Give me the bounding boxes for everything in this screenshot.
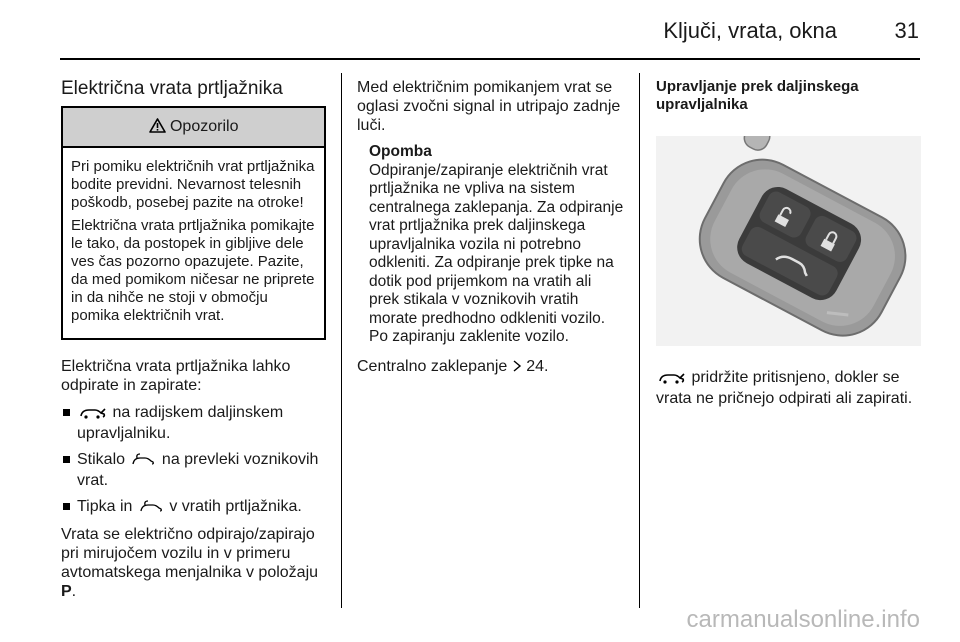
list-item-text: Tipka in bbox=[77, 498, 137, 515]
list-item bbox=[61, 497, 326, 518]
note-title: Opomba bbox=[369, 143, 432, 160]
warning-box bbox=[61, 106, 326, 340]
note-text: Odpiranje/zapiranje električnih vrat prtljažnika ne vpliva na sistem centralnega zaklepanja. Za odpiranje vrat prtljažnika prek daljinskega upravljalnika vozila ni potrebno odkleniti. Za odpiranje prek tipke na dotik pod prijemkom na vratih ali prek stikala v voznikovih vratih morate predhodno odkleniti vozilo. Po zapiranju zaklenite vozilo. bbox=[369, 161, 624, 345]
header-title: Ključi, vrata, okna bbox=[663, 18, 837, 43]
list-item bbox=[61, 450, 326, 490]
paragraph: Med električnim pomikanjem vrat se oglasi zvočni signal in utripajo zadnje luči. bbox=[357, 79, 621, 134]
instruction-text: pridržite pritisnjeno, dokler se vrata ne pričnejo odpirati ali zapirati. bbox=[656, 369, 913, 407]
tailgate-switch-icon bbox=[139, 499, 163, 518]
remote-key-illustration bbox=[656, 136, 921, 346]
column-3 bbox=[656, 78, 921, 416]
car-tailgate-icon bbox=[658, 370, 685, 389]
bullet-square-icon bbox=[63, 456, 70, 463]
warning-header bbox=[63, 108, 324, 148]
instruction-paragraph bbox=[656, 368, 921, 408]
list-item-text: v vratih prtljažnika. bbox=[164, 498, 302, 515]
warning-body bbox=[63, 148, 324, 338]
section-heading: Električna vrata prtljažnika bbox=[61, 78, 283, 99]
warning-title: Opozorilo bbox=[169, 118, 239, 135]
tailgate-switch-icon bbox=[131, 452, 155, 471]
warning-paragraph: Pri pomiku električnih vrat prtljažnika bodite previdni. Nevarnost telesnih poškodb, posebej pazite na otroke! bbox=[71, 158, 315, 211]
gear-position: P bbox=[61, 583, 72, 600]
intro-paragraph: Električna vrata prtljažnika lahko odpirate in zapirate: bbox=[61, 358, 291, 394]
page-number: 31 bbox=[894, 18, 919, 43]
list-item-text: Stikalo bbox=[77, 451, 130, 468]
subsection-heading: Upravljanje prek daljinskega upravljalnika bbox=[656, 78, 859, 113]
column-2 bbox=[357, 78, 625, 384]
list-item bbox=[61, 403, 326, 443]
list-item-text: na prevleki voznikovih vrat. bbox=[77, 451, 319, 489]
column-divider bbox=[639, 73, 640, 608]
paragraph-text: Vrata se električno odpirajo/zapirajo pri mirujočem vozilu in v primeru avtomatskega menjalnika v položaju bbox=[61, 526, 319, 581]
warning-triangle-icon bbox=[149, 118, 170, 135]
bullet-square-icon bbox=[63, 503, 70, 510]
list-item-text: na radijskem daljinskem upravljalniku. bbox=[77, 404, 284, 442]
paragraph-text: . bbox=[71, 583, 77, 600]
column-divider bbox=[341, 73, 342, 608]
page-reference[interactable]: 24. bbox=[526, 357, 549, 375]
reference-arrow-icon bbox=[512, 358, 522, 375]
reference-label: Centralno zaklepanje bbox=[357, 357, 508, 375]
bullet-square-icon bbox=[63, 409, 70, 416]
warning-paragraph: Električna vrata prtljažnika pomikajte le tako, da postopek in gibljive dele ves čas pozorno opazujete. Pazite, da med pomikom ničesar ne priprete in da nihče ne stoji v območju pomika električnih vrat. bbox=[71, 217, 315, 324]
cross-reference bbox=[357, 357, 625, 376]
paragraph bbox=[61, 525, 326, 601]
watermark: carmanualsonline.info bbox=[686, 606, 920, 633]
note-box bbox=[357, 143, 625, 347]
header-divider bbox=[60, 58, 920, 60]
car-tailgate-icon bbox=[79, 405, 106, 424]
column-1 bbox=[61, 78, 326, 609]
